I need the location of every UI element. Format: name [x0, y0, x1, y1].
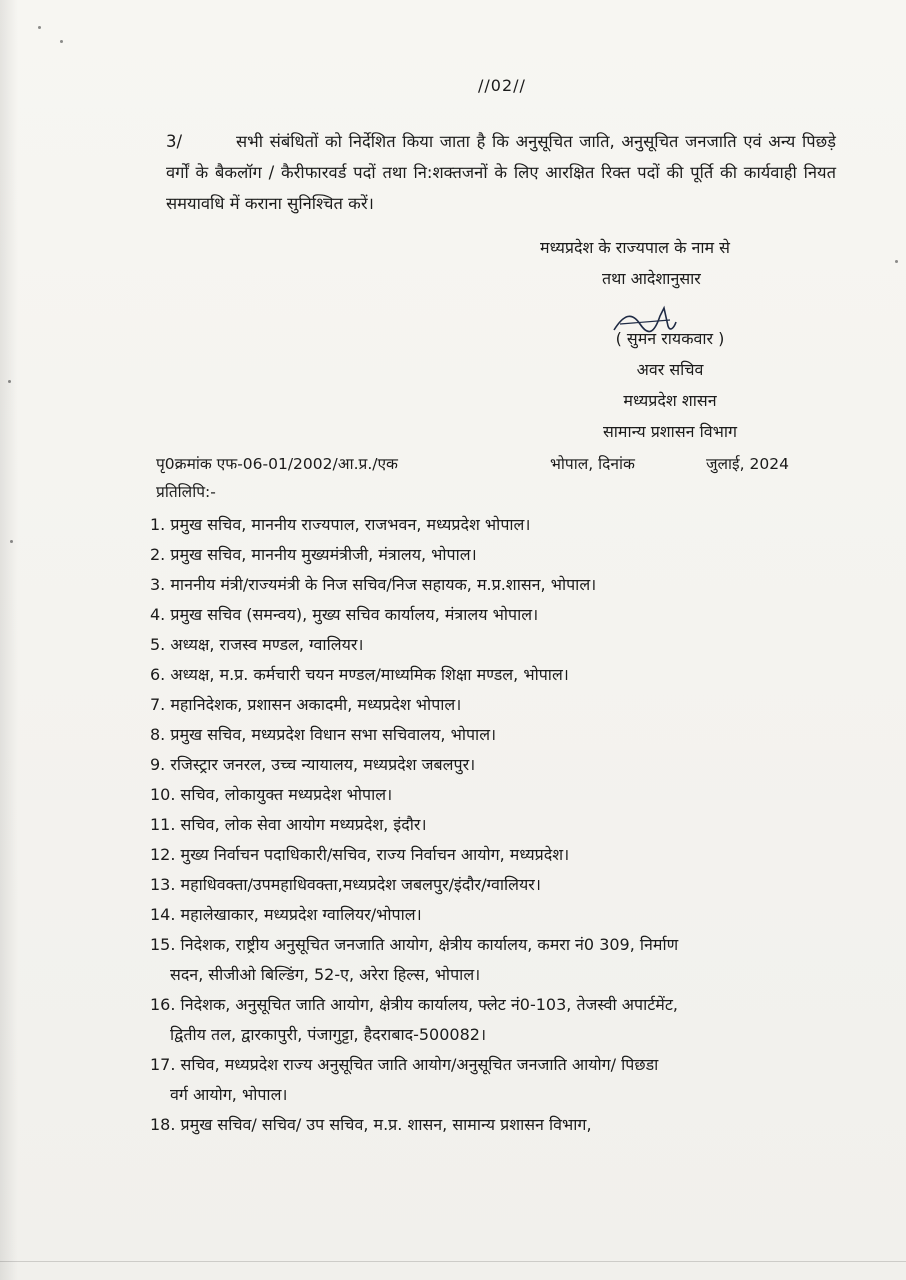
order-line-command: तथा आदेशानुसार: [602, 269, 701, 288]
page-number: //02//: [478, 76, 526, 95]
recipient-text: प्रमुख सचिव, माननीय राज्यपाल, राजभवन, मध्यप्रदेश भोपाल।: [170, 515, 531, 534]
scan-speck: [8, 380, 11, 383]
scan-edge-shadow: [0, 0, 18, 1280]
recipient-number: 1.: [150, 515, 166, 534]
recipient-text-continued: सदन, सीजीओ बिल्डिंग, 52-ए, अरेरा हिल्स, भोपाल।: [170, 965, 481, 984]
recipient-item: [150, 540, 840, 570]
paragraph-text: सभी संबंधितों को निर्देशित किया जाता है कि अनुसूचित जाति, अनुसूचित जनजाति एवं अन्य पिछड़े वर्गों के बैकलॉग / कैरीफारवर्ड पदों तथा नि:शक्तजनों के लिए आरक्षित रिक्त पदों की पूर्ति की कार्यवाही नियत समयावधि में कराना सुनिश्चित करें।: [166, 132, 836, 213]
order-line-governor: मध्यप्रदेश के राज्यपाल के नाम से: [540, 238, 730, 257]
recipient-number: 7.: [150, 695, 166, 714]
copy-to-label: प्रतिलिपि:-: [156, 483, 216, 501]
recipient-item: [150, 510, 840, 540]
recipient-item: [150, 750, 840, 780]
recipient-text: मुख्य निर्वाचन पदाधिकारी/सचिव, राज्य निर्वाचन आयोग, मध्यप्रदेश।: [180, 845, 570, 864]
recipient-number: 2.: [150, 545, 166, 564]
recipient-item: [150, 600, 840, 630]
recipient-item: [150, 1050, 840, 1110]
recipient-item: [150, 930, 840, 990]
signatory-department: सामान्य प्रशासन विभाग: [602, 422, 738, 441]
recipient-number: 3.: [150, 575, 166, 594]
reference-place: भोपाल, दिनांक: [550, 455, 635, 473]
recipient-text: निदेशक, अनुसूचित जाति आयोग, क्षेत्रीय कार्यालय, फ्लेट नं0-103, तेजस्वी अपार्टमेंट,: [180, 995, 679, 1014]
recipient-number: 13.: [150, 875, 176, 894]
recipient-number: 10.: [150, 785, 176, 804]
recipient-item: [150, 660, 840, 690]
recipient-item: [150, 900, 840, 930]
scan-speck: [38, 26, 41, 29]
recipient-text: महाधिवक्ता/उपमहाधिवक्ता,मध्यप्रदेश जबलपुर/इंदौर/ग्वालियर।: [180, 875, 541, 894]
recipient-text: सचिव, मध्यप्रदेश राज्य अनुसूचित जाति आयोग/अनुसूचित जनजाति आयोग/ पिछडा: [180, 1055, 659, 1074]
recipient-item: [150, 810, 840, 840]
recipient-item: [150, 570, 840, 600]
recipient-number: 11.: [150, 815, 176, 834]
recipient-item: [150, 990, 840, 1050]
recipient-number: 15.: [150, 935, 176, 954]
recipient-text: प्रमुख सचिव, मध्यप्रदेश विधान सभा सचिवालय, भोपाल।: [170, 725, 497, 744]
recipient-item: [150, 840, 840, 870]
recipient-number: 6.: [150, 665, 166, 684]
recipient-text: महालेखाकार, मध्यप्रदेश ग्वालियर/भोपाल।: [180, 905, 422, 924]
recipient-number: 9.: [150, 755, 166, 774]
scan-speck: [895, 260, 898, 263]
recipient-item: [150, 630, 840, 660]
recipient-item: [150, 870, 840, 900]
recipient-text: प्रमुख सचिव (समन्वय), मुख्य सचिव कार्यालय, मंत्रालय भोपाल।: [170, 605, 539, 624]
recipient-number: 17.: [150, 1055, 176, 1074]
recipient-text: प्रमुख सचिव/ सचिव/ उप सचिव, म.प्र. शासन, सामान्य प्रशासन विभाग,: [180, 1115, 592, 1134]
recipient-text: सचिव, लोकायुक्त मध्यप्रदेश भोपाल।: [180, 785, 393, 804]
reference-number: पृ0क्रमांक एफ-06-01/2002/आ.प्र./एक: [156, 455, 398, 473]
recipient-number: 5.: [150, 635, 166, 654]
reference-date: जुलाई, 2024: [706, 455, 789, 473]
signatory-government: मध्यप्रदेश शासन: [623, 391, 717, 410]
recipient-number: 16.: [150, 995, 176, 1014]
recipient-text: माननीय मंत्री/राज्यमंत्री के निज सचिव/निज सहायक, म.प्र.शासन, भोपाल।: [170, 575, 597, 594]
recipient-item: [150, 1110, 840, 1140]
recipient-text-continued: वर्ग आयोग, भोपाल।: [170, 1085, 288, 1104]
recipient-text: अध्यक्ष, म.प्र. कर्मचारी चयन मण्डल/माध्यमिक शिक्षा मण्डल, भोपाल।: [170, 665, 569, 684]
recipient-number: 12.: [150, 845, 176, 864]
recipient-text: प्रमुख सचिव, माननीय मुख्यमंत्रीजी, मंत्रालय, भोपाल।: [170, 545, 477, 564]
recipient-text-continued: द्वितीय तल, द्वारकापुरी, पंजागुट्टा, हैदराबाद-500082।: [170, 1025, 487, 1044]
recipient-number: 18.: [150, 1115, 176, 1134]
recipient-text: सचिव, लोक सेवा आयोग मध्यप्रदेश, इंदौर।: [180, 815, 427, 834]
recipient-text: निदेशक, राष्ट्रीय अनुसूचित जनजाति आयोग, क्षेत्रीय कार्यालय, कमरा नं0 309, निर्माण: [180, 935, 679, 954]
recipient-text: अध्यक्ष, राजस्व मण्डल, ग्वालियर।: [170, 635, 364, 654]
order-authority: [540, 232, 820, 294]
paragraph-number: 3/: [166, 132, 183, 151]
recipient-item: [150, 720, 840, 750]
recipient-item: [150, 780, 840, 810]
signatory-name: ( सुमन रायकवार ): [615, 329, 725, 348]
signatory-designation: अवर सचिव: [636, 360, 704, 379]
page-bottom-edge: [0, 1261, 906, 1262]
recipient-list: [150, 510, 840, 1140]
signatory-block: [575, 323, 765, 447]
scan-speck: [10, 540, 13, 543]
recipient-number: 4.: [150, 605, 166, 624]
recipient-item: [150, 690, 840, 720]
scan-speck: [60, 40, 63, 43]
paragraph-3: [166, 126, 836, 219]
recipient-text: रजिस्ट्रार जनरल, उच्च न्यायालय, मध्यप्रदेश जबलपुर।: [170, 755, 476, 774]
recipient-number: 14.: [150, 905, 176, 924]
recipient-number: 8.: [150, 725, 166, 744]
recipient-text: महानिदेशक, प्रशासन अकादमी, मध्यप्रदेश भोपाल।: [170, 695, 462, 714]
